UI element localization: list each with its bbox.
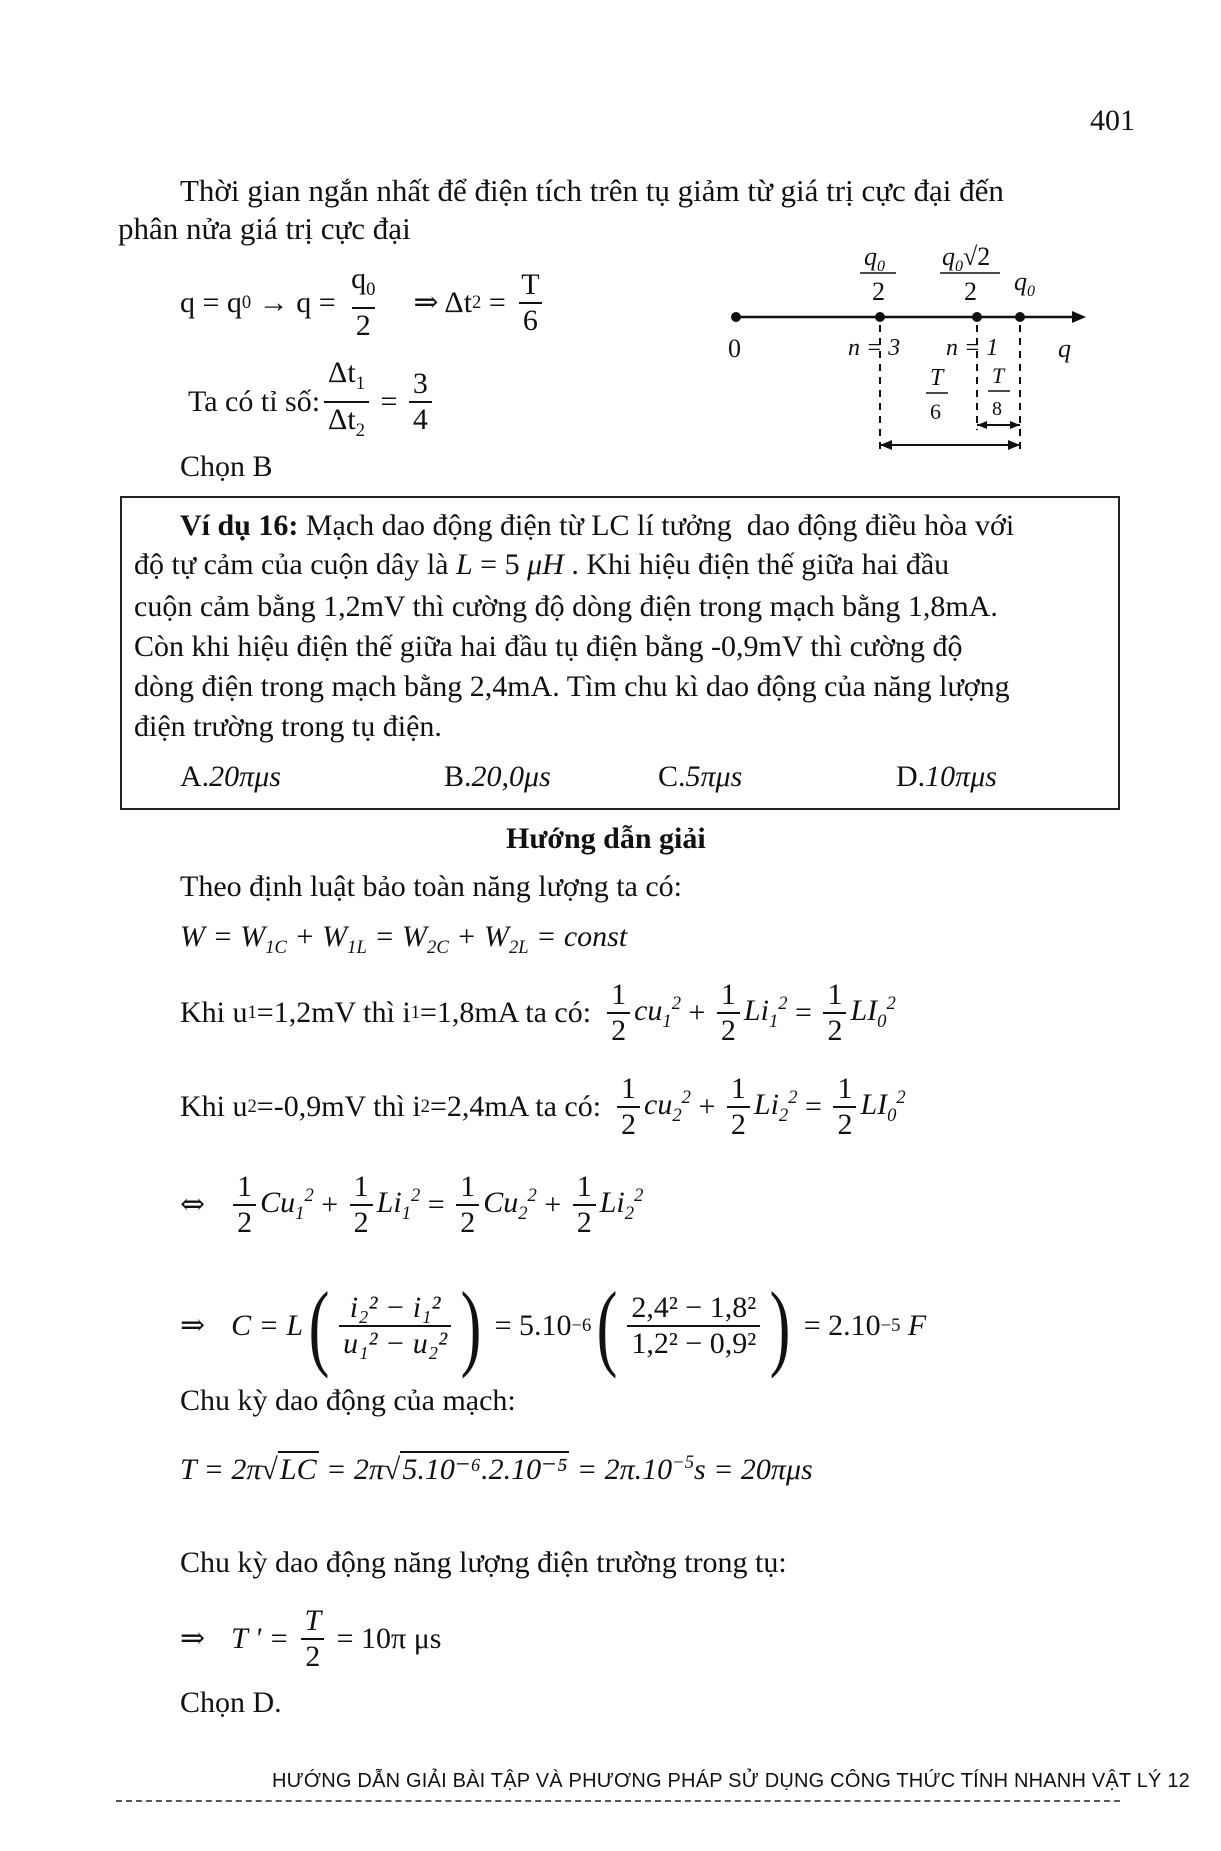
case-2-equation: Khi u 2 =-0,9mV thì i 2 =2,4mA ta có: $\frac{1}{2}$ $cu_2^2$ + $\frac{1}{2}$ $Li_2^2$ = $\frac{1}{2}$ $LI_0^2$ [180,1072,906,1141]
point-q0 [1015,312,1025,322]
solution-line-1: Theo định luật bảo toàn năng lượng ta có: [180,870,683,903]
fraction-3-over-4: $\frac{3}{4}$ [409,367,432,437]
footer-divider [116,1800,1120,1802]
capacitance-equation: ⇒ C = L ( $\frac{\text{i₂² − i₁²}}{\text{u₁² − u₂²}}$ ) = 5.10 −6 ( $\frac{\text{2,4² − 1,8²}}{\text{1,2² − 0,9²}}$ ) = 2.10 −5 F [180,1272,927,1379]
point-q0-half [875,312,885,322]
label-n3: n = 3 [848,335,901,361]
case-1-equation: Khi u 1 =1,2mV thì i 1 =1,8mA ta có: $\frac{1}{2}$ $cu_1^2$ + $\frac{1}{2}$ $Li_1^2$ = $\frac{1}{2}$ $LI_0^2$ [180,978,896,1047]
option-b: B.20,0μs [444,760,551,793]
energy-period-label: Chu kỳ dao động năng lượng điện trường trong tụ: [180,1546,787,1579]
label-q0-root2-den: 2 [964,277,977,306]
example-line-5: dòng điện trong mạch bằng 2,4mA. Tìm chu kì dao động của năng lượng [134,670,1010,703]
label-t8-num: T [992,363,1005,388]
equivalence-equation: ⇔ $\frac{1}{2}$ $Cu_1^2$ + $\frac{1}{2}$ $Li_1^2$ = $\frac{1}{2}$ $Cu_2^2$ + $\frac{1}{2}$ $Li_2^2$ [180,1170,644,1239]
footer-title: HƯỚNG DẪN GIẢI BÀI TẬP VÀ PHƯƠNG PHÁP SỬ DỤNG CÔNG THỨC TÍNH NHANH VẬT LÝ 12 [272,1770,1191,1792]
label-t6-num: T [930,365,944,391]
label-t8-den: 8 [992,398,1002,420]
axis-arrow [1072,311,1086,323]
example-line-1: Ví dụ 16: Mạch dao động điện từ LC lí tưởng dao động điều hòa với [180,509,1015,542]
fraction-q0-over-2: $\frac{q_0}{2}$ [351,262,376,342]
charge-axis-diagram [700,235,1100,465]
label-q0-half-num: $q_0$ [864,242,885,275]
fraction-dt1-over-dt2: $\frac{\Delta t_1}{\Delta t_2}$ [324,356,369,448]
intro-line-2: phân nửa giá trị cực đại [118,211,411,246]
point-q0-root2 [972,312,982,322]
label-t6-den: 6 [930,399,941,424]
energy-equation: $W = W_{1C} + W_{1L} = W_{2C} + W_{2L}$ = const [180,920,628,958]
choice-d: Chọn D. [180,1686,282,1719]
option-c: C.5πμs [658,760,743,793]
ratio-equation: Ta có tỉ số: $\frac{\Delta t_1}{\Delta t_2}$ = $\frac{3}{4}$ [188,356,436,448]
label-q0: $q_0$ [1014,267,1035,300]
label-n1: n = 1 [946,335,999,361]
label-axis-q: q [1058,334,1071,363]
point-origin [731,312,741,322]
example-line-3: cuộn cảm bằng 1,2mV thì cường độ dòng điện trong mạch bằng 1,8mA. [134,590,998,623]
label-origin: 0 [728,334,741,363]
tprime-equation: ⇒ T ' = $\frac{T}{2}$ = 10π μs [180,1604,442,1673]
intro-line-1: Thời gian ngắn nhất để điện tích trên tụ giảm từ giá trị cực đại đến [180,173,1004,208]
option-a: A.20πμs [180,760,281,793]
period-equation: $T = 2\pi√LC = 2\pi√5.10^{-6}.2.10^{-5} = 2\pi.10^{-5}s = 20\pi\mu s$ [180,1452,813,1486]
example-line-2: độ tự cảm của cuộn dây là L = 5 μH . Khi hiệu điện thế giữa hai đầu [134,548,950,581]
equation-q-half: q = q 0 → q = $\frac{q_0}{2}$ ⇒ Δt 2 = $\frac{T}{6}$ [180,262,548,343]
option-d: D.10πμs [896,760,997,793]
example-line-6: điện trường trong tụ điện. [134,710,442,743]
label-q0-root2-num: $q_0√2$ [942,242,991,275]
choice-b: Chọn B [180,450,273,483]
page-number: 401 [1090,104,1135,137]
period-label: Chu kỳ dao động của mạch: [180,1384,516,1417]
example-title: Ví dụ 16: [180,509,299,542]
label-q0-half-den: 2 [872,277,885,306]
example-line-4: Còn khi hiệu điện thế giữa hai đầu tụ điện bằng -0,9mV thì cường độ [134,630,963,663]
fraction-t-over-6: $\frac{T}{6}$ [517,268,543,338]
solution-heading: Hướng dẫn giải [506,822,706,855]
